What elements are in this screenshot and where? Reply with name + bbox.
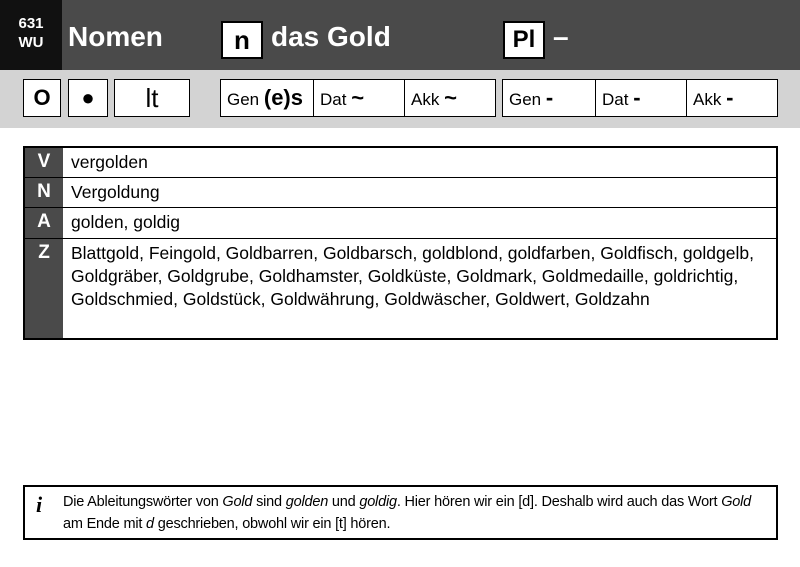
- note-text-part: und: [328, 494, 360, 510]
- case-ending: -: [545, 85, 554, 110]
- plural-genitive: [502, 79, 596, 117]
- headword: das Gold: [271, 21, 391, 52]
- info-note-text: [63, 491, 766, 535]
- case-ending: (e)s: [263, 85, 303, 110]
- gender-marker: n: [221, 21, 263, 59]
- info-icon: i: [36, 492, 43, 517]
- row-label: N: [25, 178, 63, 207]
- note-example-word: Gold: [222, 494, 253, 510]
- inflection-box-1: O: [23, 79, 61, 117]
- case-ending: -: [726, 85, 734, 110]
- case-ending: -: [633, 85, 641, 110]
- card-code: WU: [18, 34, 44, 51]
- note-example-word: golden: [285, 494, 329, 510]
- card-id-box: [0, 0, 62, 70]
- note-text-part: am Ende mit: [63, 516, 147, 532]
- note-text-part: Die Ableitungswörter von: [63, 494, 223, 510]
- row-text: Vergoldung: [71, 182, 160, 202]
- part-of-speech: Nomen: [68, 21, 163, 52]
- case-label: Gen: [227, 90, 260, 109]
- row-text: vergolden: [71, 152, 148, 172]
- row-label: A: [25, 208, 63, 238]
- plural-value: –: [553, 21, 569, 52]
- plural-marker: Pl: [503, 21, 545, 59]
- note-example-word: d: [146, 516, 154, 532]
- case-label: Dat: [602, 90, 629, 109]
- note-example-word: goldig: [359, 494, 397, 510]
- info-note: [23, 485, 778, 540]
- note-text-part: geschrieben, obwohl wir ein [t] hören.: [153, 516, 391, 532]
- note-text-part: sind: [252, 494, 286, 510]
- row-label: Z: [25, 239, 63, 338]
- plural-accusative: [686, 79, 778, 117]
- row-text: Blattgold, Feingold, Goldbarren, Goldbarsch, goldblond, goldfarben, Goldfisch, goldgelb, Goldgräber, Goldgrube, Goldhamster, Goldküste, Goldmark, Goldmedaille, goldrichtig, Goldschmied, Goldstück, Goldwährung, Goldwäscher, Goldwert, Goldzahn: [71, 243, 754, 309]
- case-label: Dat: [320, 90, 347, 109]
- row-text: golden, goldig: [71, 212, 180, 232]
- plural-dative: [595, 79, 687, 117]
- note-example-word: Gold: [721, 494, 752, 510]
- note-text-part: . Hier hören wir ein [d]. Deshalb wird auch das Wort: [396, 494, 722, 510]
- inflection-box-lt: lt: [114, 79, 190, 117]
- word-family-table: [23, 146, 778, 340]
- card-number: 631: [18, 15, 44, 32]
- word-family-row-noun: [25, 178, 776, 208]
- word-family-row-compounds: [25, 239, 776, 338]
- row-label: V: [25, 148, 63, 177]
- case-label: Akk: [411, 90, 440, 109]
- singular-dative: [313, 79, 405, 117]
- singular-genitive: [220, 79, 314, 117]
- singular-accusative: [404, 79, 496, 117]
- word-family-row-verb: [25, 148, 776, 178]
- case-label: Gen: [509, 90, 542, 109]
- inflection-box-dot: ●: [68, 79, 108, 117]
- case-ending: ~: [444, 85, 457, 110]
- case-ending: ~: [351, 85, 365, 110]
- word-family-row-adjective: [25, 208, 776, 239]
- case-label: Akk: [693, 90, 722, 109]
